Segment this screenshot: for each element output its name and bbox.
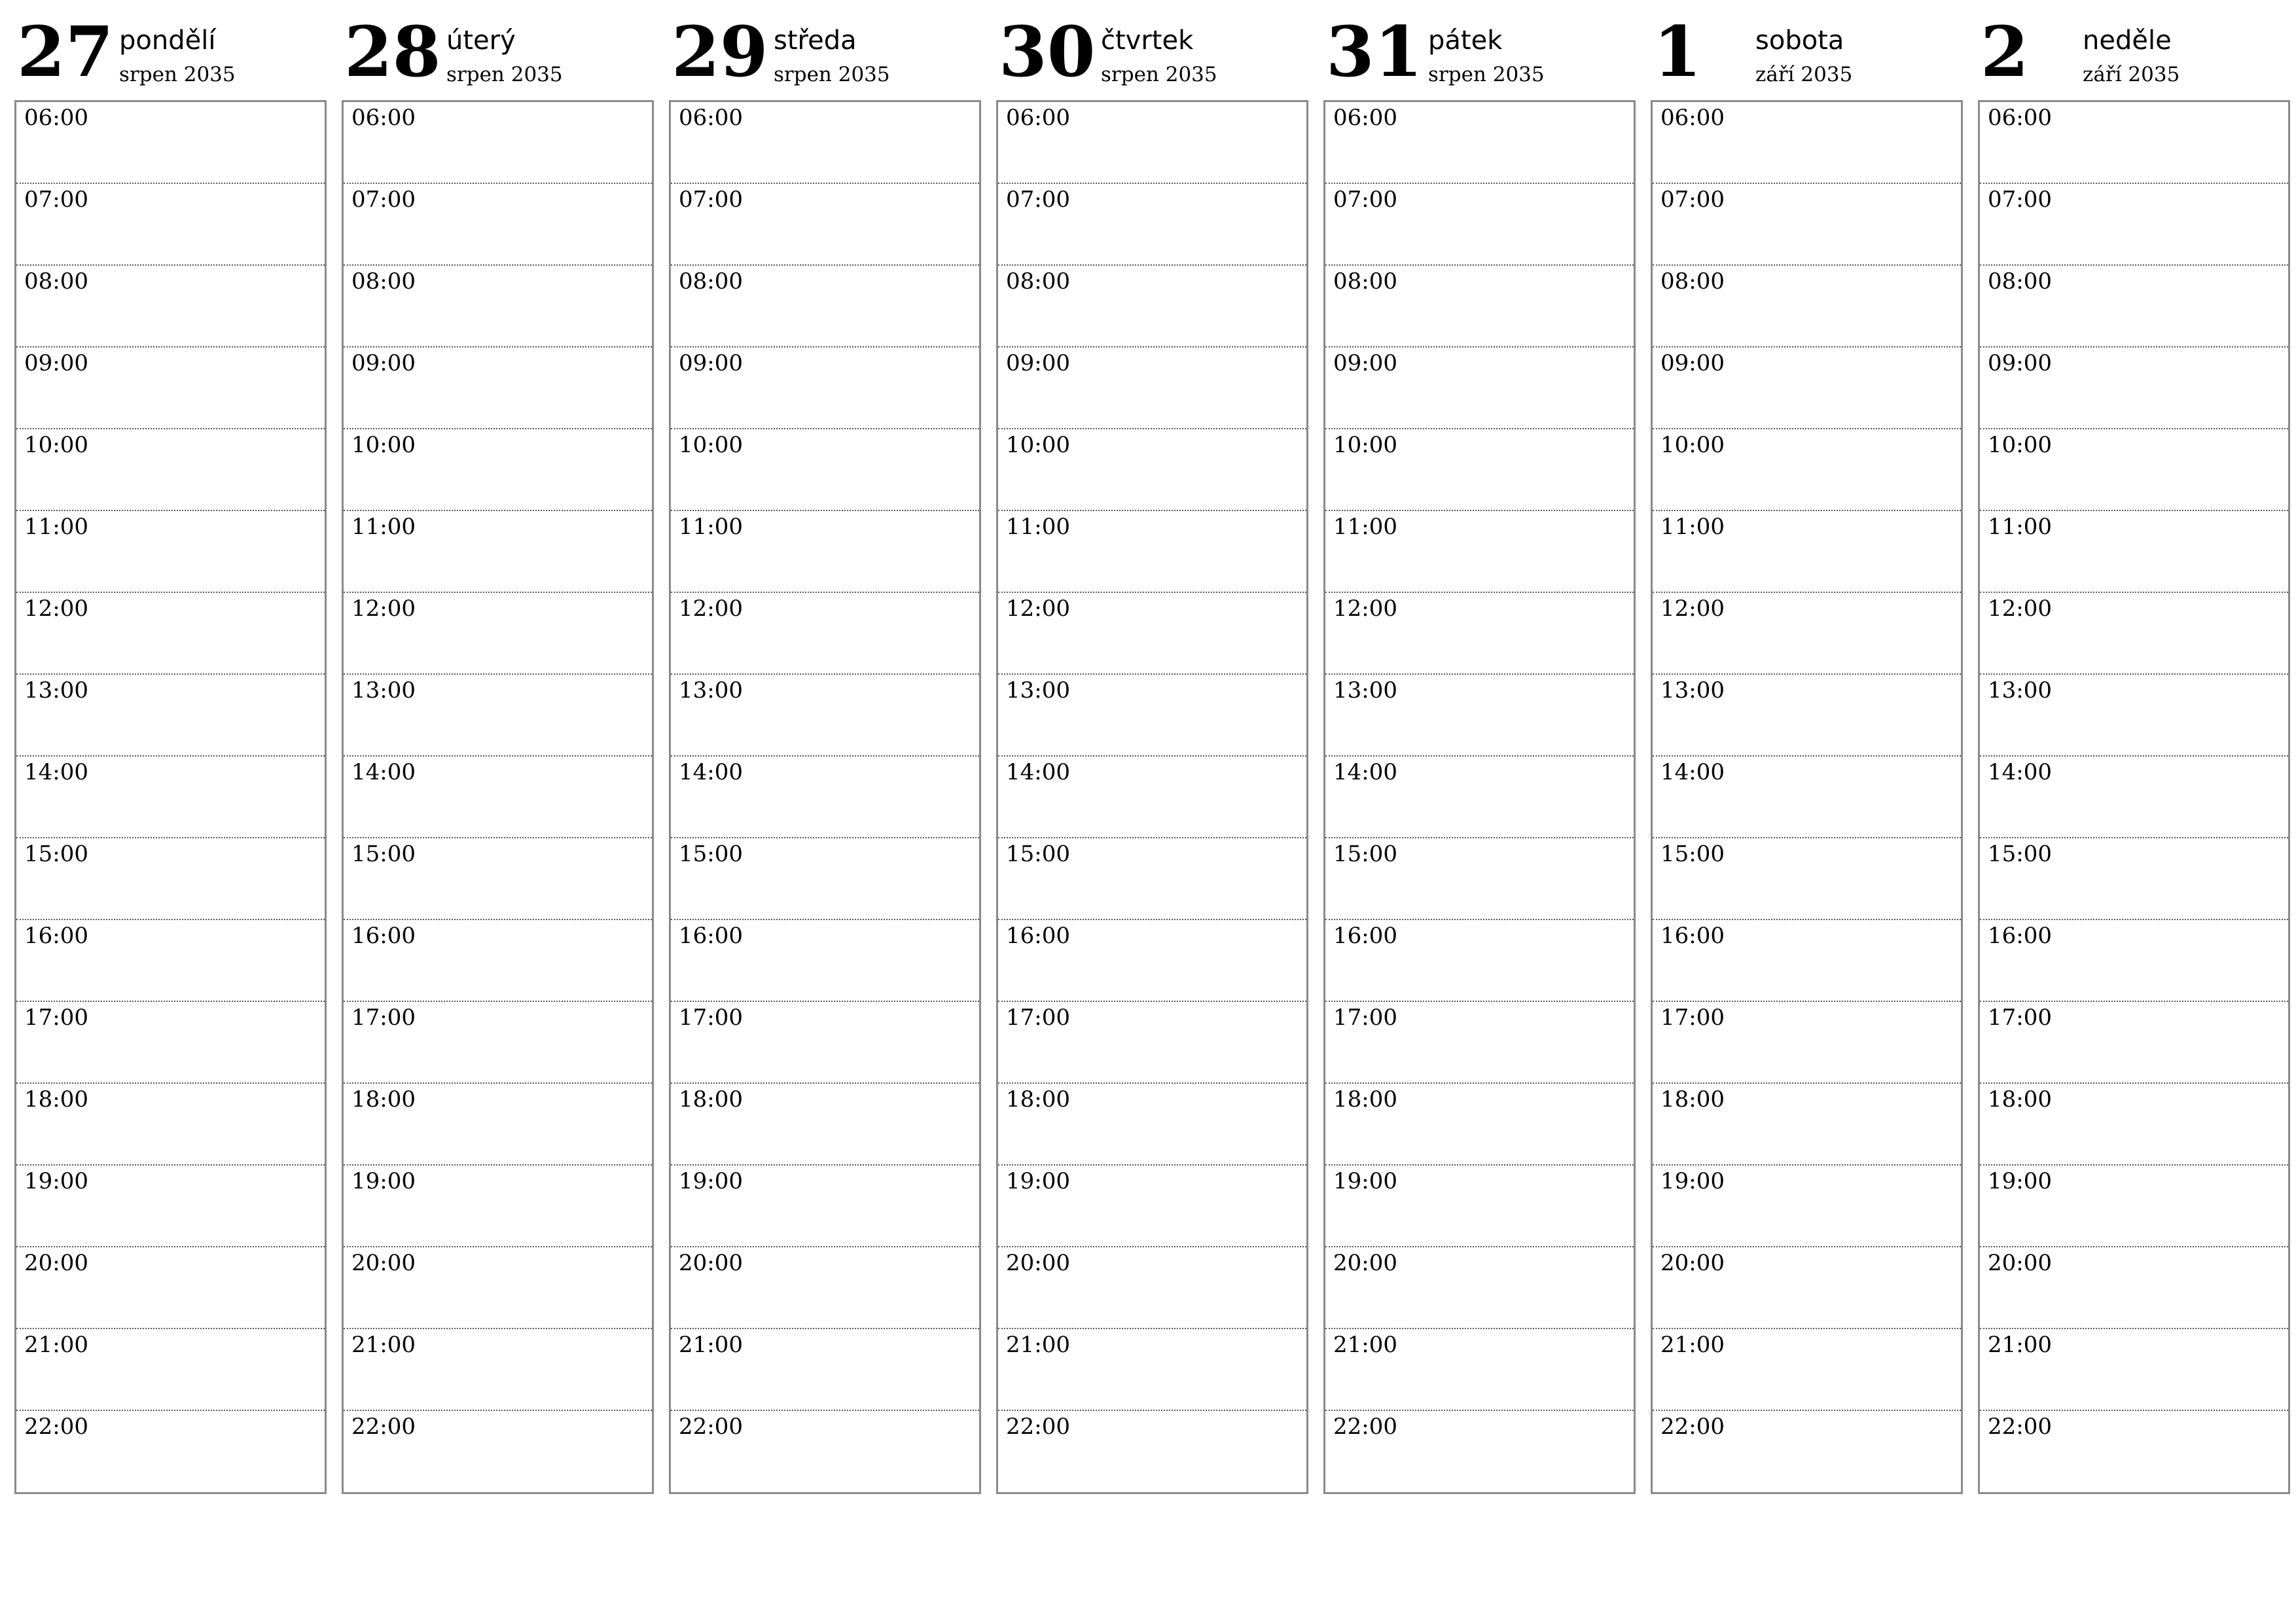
time-slot[interactable] <box>1980 838 2288 920</box>
time-label: 13:00 <box>1333 677 1397 704</box>
time-label: 09:00 <box>24 350 88 376</box>
day-column <box>996 10 1308 1499</box>
time-label: 12:00 <box>1660 596 1725 622</box>
time-slot[interactable] <box>671 1329 979 1411</box>
time-slot[interactable] <box>1653 102 1961 184</box>
time-label: 07:00 <box>1006 187 1070 213</box>
time-label: 13:00 <box>351 677 416 704</box>
time-slot[interactable] <box>344 757 652 838</box>
time-slot[interactable] <box>1653 184 1961 266</box>
time-slot[interactable] <box>1980 429 2288 511</box>
time-slot[interactable] <box>1325 102 1634 184</box>
time-slot[interactable] <box>344 348 652 429</box>
time-label: 13:00 <box>1006 677 1070 704</box>
day-column <box>14 10 327 1499</box>
time-slot[interactable] <box>1980 1002 2288 1084</box>
time-label: 09:00 <box>679 350 743 376</box>
day-header <box>1323 10 1636 100</box>
day-header <box>14 10 327 100</box>
time-slot[interactable] <box>998 429 1306 511</box>
time-label: 14:00 <box>1006 759 1070 785</box>
time-label: 22:00 <box>24 1414 88 1440</box>
time-slot[interactable] <box>998 102 1306 184</box>
time-slot[interactable] <box>344 593 652 675</box>
time-slot[interactable] <box>16 1166 325 1247</box>
time-slot[interactable] <box>671 757 979 838</box>
day-column <box>1978 10 2290 1499</box>
day-header <box>996 10 1308 100</box>
time-slot[interactable] <box>1325 1247 1634 1329</box>
time-slot[interactable] <box>1980 593 2288 675</box>
day-month: srpen 2035 <box>446 63 563 86</box>
day-name: čtvrtek <box>1101 26 1194 56</box>
time-label: 19:00 <box>1006 1168 1070 1194</box>
time-slot[interactable] <box>1653 429 1961 511</box>
time-label: 14:00 <box>24 759 88 785</box>
time-slot[interactable] <box>998 1329 1306 1411</box>
day-name: pátek <box>1428 26 1503 56</box>
time-slot[interactable] <box>1980 266 2288 348</box>
time-label: 22:00 <box>679 1414 743 1440</box>
time-slot[interactable] <box>1653 1166 1961 1247</box>
time-label: 17:00 <box>1988 1005 2052 1031</box>
time-slot[interactable] <box>344 1166 652 1247</box>
time-label: 21:00 <box>679 1332 743 1358</box>
time-label: 18:00 <box>24 1086 88 1113</box>
day-header <box>1651 10 1963 100</box>
time-label: 09:00 <box>1660 350 1725 376</box>
time-slot[interactable] <box>671 838 979 920</box>
time-label: 08:00 <box>1006 268 1070 294</box>
time-label: 06:00 <box>1006 105 1070 131</box>
time-slot[interactable] <box>1653 593 1961 675</box>
time-slot[interactable] <box>1980 675 2288 757</box>
time-slot[interactable] <box>998 593 1306 675</box>
time-label: 22:00 <box>351 1414 416 1440</box>
time-slot[interactable] <box>16 266 325 348</box>
time-slot[interactable] <box>344 838 652 920</box>
time-slot[interactable] <box>1325 675 1634 757</box>
time-label: 18:00 <box>1333 1086 1397 1113</box>
time-slot[interactable] <box>1653 1329 1961 1411</box>
time-label: 19:00 <box>1660 1168 1725 1194</box>
time-slot[interactable] <box>671 675 979 757</box>
day-number: 29 <box>672 10 768 92</box>
time-label: 20:00 <box>24 1250 88 1276</box>
time-slot[interactable] <box>671 184 979 266</box>
time-slot[interactable] <box>671 1247 979 1329</box>
time-label: 21:00 <box>1660 1332 1725 1358</box>
day-month: srpen 2035 <box>774 63 890 86</box>
time-slot[interactable] <box>998 757 1306 838</box>
time-label: 07:00 <box>351 187 416 213</box>
time-label: 16:00 <box>1333 923 1397 949</box>
time-label: 16:00 <box>24 923 88 949</box>
time-slot[interactable] <box>16 102 325 184</box>
time-slot[interactable] <box>16 1002 325 1084</box>
time-slot[interactable] <box>671 511 979 593</box>
time-label: 07:00 <box>24 187 88 213</box>
time-slot[interactable] <box>998 920 1306 1002</box>
time-label: 11:00 <box>1006 514 1070 540</box>
time-slot[interactable] <box>1653 348 1961 429</box>
day-schedule <box>1323 100 1636 1494</box>
day-schedule <box>1978 100 2290 1494</box>
time-slot[interactable] <box>1653 838 1961 920</box>
time-label: 13:00 <box>1660 677 1725 704</box>
time-label: 08:00 <box>1988 268 2052 294</box>
day-number: 27 <box>17 10 114 92</box>
time-label: 11:00 <box>1333 514 1397 540</box>
time-label: 12:00 <box>1006 596 1070 622</box>
time-label: 21:00 <box>1006 1332 1070 1358</box>
time-slot[interactable] <box>344 429 652 511</box>
time-slot[interactable] <box>998 1084 1306 1166</box>
day-header <box>342 10 654 100</box>
day-number: 2 <box>1981 10 2029 92</box>
time-label: 13:00 <box>1988 677 2052 704</box>
time-label: 22:00 <box>1988 1414 2052 1440</box>
time-label: 18:00 <box>351 1086 416 1113</box>
time-slot[interactable] <box>344 511 652 593</box>
time-slot[interactable] <box>1980 1329 2288 1411</box>
time-label: 17:00 <box>24 1005 88 1031</box>
time-slot[interactable] <box>16 511 325 593</box>
time-label: 19:00 <box>351 1168 416 1194</box>
time-label: 17:00 <box>1660 1005 1725 1031</box>
time-label: 20:00 <box>1333 1250 1397 1276</box>
time-label: 18:00 <box>1660 1086 1725 1113</box>
time-label: 10:00 <box>1006 432 1070 458</box>
time-label: 16:00 <box>1006 923 1070 949</box>
time-label: 11:00 <box>24 514 88 540</box>
time-label: 16:00 <box>351 923 416 949</box>
time-slot[interactable] <box>1980 920 2288 1002</box>
time-slot[interactable] <box>998 511 1306 593</box>
time-slot[interactable] <box>671 920 979 1002</box>
time-slot[interactable] <box>1653 920 1961 1002</box>
time-slot[interactable] <box>1325 1411 1634 1492</box>
time-slot[interactable] <box>1980 348 2288 429</box>
time-slot[interactable] <box>1325 593 1634 675</box>
time-label: 19:00 <box>1988 1168 2052 1194</box>
time-label: 09:00 <box>1006 350 1070 376</box>
time-label: 06:00 <box>1660 105 1725 131</box>
time-label: 15:00 <box>1660 841 1725 867</box>
time-slot[interactable] <box>16 1084 325 1166</box>
day-schedule <box>1651 100 1963 1494</box>
time-label: 15:00 <box>24 841 88 867</box>
time-slot[interactable] <box>1980 757 2288 838</box>
time-label: 06:00 <box>1988 105 2052 131</box>
time-slot[interactable] <box>1325 1084 1634 1166</box>
day-schedule <box>996 100 1308 1494</box>
time-slot[interactable] <box>1325 184 1634 266</box>
time-slot[interactable] <box>671 266 979 348</box>
time-label: 17:00 <box>1006 1005 1070 1031</box>
time-label: 22:00 <box>1660 1414 1725 1440</box>
time-label: 20:00 <box>1006 1250 1070 1276</box>
day-name: sobota <box>1755 26 1844 56</box>
day-name: neděle <box>2083 26 2172 56</box>
time-slot[interactable] <box>1653 675 1961 757</box>
time-slot[interactable] <box>344 266 652 348</box>
time-label: 10:00 <box>679 432 743 458</box>
time-label: 06:00 <box>679 105 743 131</box>
time-label: 13:00 <box>24 677 88 704</box>
time-label: 14:00 <box>679 759 743 785</box>
time-label: 15:00 <box>1333 841 1397 867</box>
time-slot[interactable] <box>1325 757 1634 838</box>
time-label: 07:00 <box>1660 187 1725 213</box>
time-slot[interactable] <box>16 838 325 920</box>
day-number: 1 <box>1653 10 1702 92</box>
time-label: 10:00 <box>1333 432 1397 458</box>
time-slot[interactable] <box>671 1166 979 1247</box>
time-slot[interactable] <box>16 348 325 429</box>
time-slot[interactable] <box>1980 511 2288 593</box>
time-slot[interactable] <box>1653 1247 1961 1329</box>
time-slot[interactable] <box>16 920 325 1002</box>
time-slot[interactable] <box>1653 1411 1961 1492</box>
time-label: 19:00 <box>1333 1168 1397 1194</box>
time-label: 21:00 <box>1988 1332 2052 1358</box>
day-column <box>342 10 654 1499</box>
time-slot[interactable] <box>344 184 652 266</box>
day-month: září 2035 <box>1755 63 1853 86</box>
time-slot[interactable] <box>998 184 1306 266</box>
time-slot[interactable] <box>16 1329 325 1411</box>
time-slot[interactable] <box>344 1084 652 1166</box>
time-label: 12:00 <box>351 596 416 622</box>
time-slot[interactable] <box>1325 348 1634 429</box>
time-label: 10:00 <box>1660 432 1725 458</box>
time-slot[interactable] <box>1980 1247 2288 1329</box>
time-slot[interactable] <box>16 1247 325 1329</box>
time-slot[interactable] <box>998 348 1306 429</box>
time-label: 09:00 <box>1333 350 1397 376</box>
day-number: 28 <box>344 10 441 92</box>
time-slot[interactable] <box>1325 1329 1634 1411</box>
time-slot[interactable] <box>998 838 1306 920</box>
time-label: 06:00 <box>24 105 88 131</box>
time-label: 12:00 <box>24 596 88 622</box>
time-slot[interactable] <box>1653 511 1961 593</box>
time-slot[interactable] <box>344 1329 652 1411</box>
time-label: 19:00 <box>679 1168 743 1194</box>
time-label: 16:00 <box>679 923 743 949</box>
time-slot[interactable] <box>16 593 325 675</box>
time-label: 17:00 <box>679 1005 743 1031</box>
time-slot[interactable] <box>1325 1002 1634 1084</box>
day-schedule <box>669 100 981 1494</box>
time-label: 20:00 <box>679 1250 743 1276</box>
time-label: 21:00 <box>24 1332 88 1358</box>
time-label: 07:00 <box>1988 187 2052 213</box>
time-slot[interactable] <box>1980 1166 2288 1247</box>
time-slot[interactable] <box>1653 1084 1961 1166</box>
time-label: 21:00 <box>351 1332 416 1358</box>
time-label: 14:00 <box>1660 759 1725 785</box>
day-number: 31 <box>1326 10 1423 92</box>
time-label: 17:00 <box>351 1005 416 1031</box>
time-slot[interactable] <box>998 266 1306 348</box>
time-label: 15:00 <box>1006 841 1070 867</box>
time-slot[interactable] <box>671 1084 979 1166</box>
time-slot[interactable] <box>344 1247 652 1329</box>
time-slot[interactable] <box>16 757 325 838</box>
day-name: středa <box>774 26 857 56</box>
time-slot[interactable] <box>16 1411 325 1492</box>
day-month: srpen 2035 <box>119 63 236 86</box>
time-label: 14:00 <box>351 759 416 785</box>
time-label: 20:00 <box>1660 1250 1725 1276</box>
time-label: 19:00 <box>24 1168 88 1194</box>
time-label: 13:00 <box>679 677 743 704</box>
time-label: 06:00 <box>1333 105 1397 131</box>
time-slot[interactable] <box>671 429 979 511</box>
time-slot[interactable] <box>16 429 325 511</box>
time-slot[interactable] <box>1653 1002 1961 1084</box>
day-month: srpen 2035 <box>1428 63 1545 86</box>
time-label: 11:00 <box>679 514 743 540</box>
time-label: 10:00 <box>1988 432 2052 458</box>
time-label: 11:00 <box>1660 514 1725 540</box>
weekly-planner <box>14 10 2292 1499</box>
time-slot[interactable] <box>1653 757 1961 838</box>
time-label: 21:00 <box>1333 1332 1397 1358</box>
day-column <box>1651 10 1963 1499</box>
day-number: 30 <box>999 10 1096 92</box>
time-label: 06:00 <box>351 105 416 131</box>
time-slot[interactable] <box>1325 838 1634 920</box>
day-month: srpen 2035 <box>1101 63 1217 86</box>
time-slot[interactable] <box>671 1411 979 1492</box>
time-slot[interactable] <box>1980 102 2288 184</box>
time-label: 16:00 <box>1660 923 1725 949</box>
time-label: 18:00 <box>1006 1086 1070 1113</box>
time-label: 18:00 <box>1988 1086 2052 1113</box>
time-label: 08:00 <box>351 268 416 294</box>
time-slot[interactable] <box>1980 1411 2288 1492</box>
time-slot[interactable] <box>16 675 325 757</box>
day-month: září 2035 <box>2083 63 2180 86</box>
time-slot[interactable] <box>1325 429 1634 511</box>
time-slot[interactable] <box>1325 920 1634 1002</box>
time-slot[interactable] <box>671 348 979 429</box>
time-slot[interactable] <box>1325 511 1634 593</box>
day-header <box>1978 10 2290 100</box>
time-label: 08:00 <box>1660 268 1725 294</box>
time-slot[interactable] <box>1325 266 1634 348</box>
time-label: 16:00 <box>1988 923 2052 949</box>
time-slot[interactable] <box>344 1002 652 1084</box>
time-slot[interactable] <box>344 1411 652 1492</box>
time-slot[interactable] <box>344 675 652 757</box>
time-label: 15:00 <box>1988 841 2052 867</box>
time-label: 09:00 <box>351 350 416 376</box>
time-label: 11:00 <box>351 514 416 540</box>
time-slot[interactable] <box>671 593 979 675</box>
time-label: 08:00 <box>24 268 88 294</box>
time-slot[interactable] <box>1653 266 1961 348</box>
day-schedule <box>14 100 327 1494</box>
time-slot[interactable] <box>998 1247 1306 1329</box>
day-schedule <box>342 100 654 1494</box>
time-label: 14:00 <box>1988 759 2052 785</box>
time-slot[interactable] <box>1980 1084 2288 1166</box>
time-label: 11:00 <box>1988 514 2052 540</box>
day-name: pondělí <box>119 26 216 56</box>
time-slot[interactable] <box>998 675 1306 757</box>
time-slot[interactable] <box>16 184 325 266</box>
time-slot[interactable] <box>998 1166 1306 1247</box>
time-label: 10:00 <box>24 432 88 458</box>
time-slot[interactable] <box>998 1411 1306 1492</box>
time-label: 08:00 <box>1333 268 1397 294</box>
time-slot[interactable] <box>344 102 652 184</box>
time-label: 22:00 <box>1333 1414 1397 1440</box>
time-label: 14:00 <box>1333 759 1397 785</box>
day-name: úterý <box>446 26 516 56</box>
time-label: 15:00 <box>679 841 743 867</box>
time-label: 17:00 <box>1333 1005 1397 1031</box>
time-slot[interactable] <box>671 102 979 184</box>
time-label: 09:00 <box>1988 350 2052 376</box>
day-column <box>1323 10 1636 1499</box>
time-label: 12:00 <box>1988 596 2052 622</box>
time-label: 15:00 <box>351 841 416 867</box>
time-label: 20:00 <box>1988 1250 2052 1276</box>
time-label: 12:00 <box>679 596 743 622</box>
day-header <box>669 10 981 100</box>
time-slot[interactable] <box>998 1002 1306 1084</box>
time-label: 10:00 <box>351 432 416 458</box>
time-slot[interactable] <box>671 1002 979 1084</box>
time-label: 08:00 <box>679 268 743 294</box>
day-column <box>669 10 981 1499</box>
time-label: 07:00 <box>679 187 743 213</box>
time-slot[interactable] <box>344 920 652 1002</box>
time-label: 18:00 <box>679 1086 743 1113</box>
time-slot[interactable] <box>1980 184 2288 266</box>
time-label: 20:00 <box>351 1250 416 1276</box>
time-label: 07:00 <box>1333 187 1397 213</box>
time-label: 12:00 <box>1333 596 1397 622</box>
time-label: 22:00 <box>1006 1414 1070 1440</box>
time-slot[interactable] <box>1325 1166 1634 1247</box>
